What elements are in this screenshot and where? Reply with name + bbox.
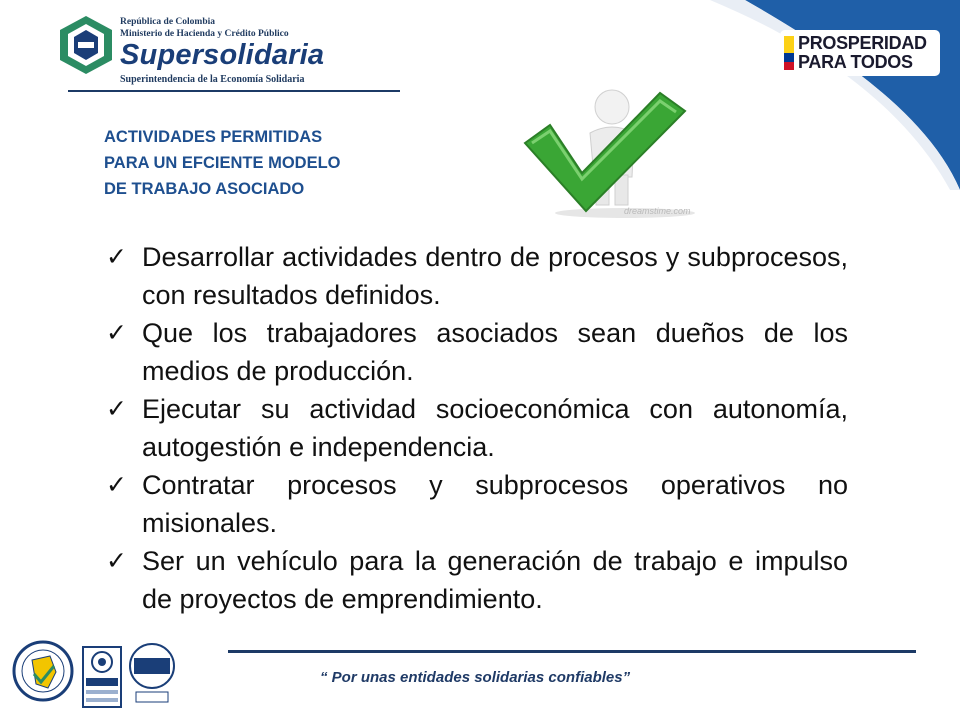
list-item-text: Contratar procesos y subprocesos operativos no misionales.: [142, 470, 848, 538]
icontec-certification-icon: [80, 644, 124, 710]
list-item: [106, 390, 848, 466]
logo-ministry-text: Ministerio de Hacienda y Crédito Público: [120, 29, 289, 39]
title-line1: ACTIVIDADES PERMITIDAS: [104, 128, 323, 146]
checkmark-icon: ✓: [106, 546, 127, 575]
list-item-text: Que los trabajadores asociados sean dueños de los medios de producción.: [142, 318, 848, 386]
badge-line1: PROSPERIDAD: [798, 33, 927, 53]
list-item: [106, 542, 848, 618]
logo-republic-text: República de Colombia: [120, 17, 216, 27]
title-line3: DE TRABAJO ASOCIADO: [104, 180, 305, 198]
logo-brand-text: Supersolidaria: [120, 39, 325, 71]
quality-seal-icon: [10, 638, 76, 710]
header-divider: [68, 90, 400, 92]
checkmark-icon: ✓: [106, 318, 127, 347]
image-watermark: dreamstime.com: [624, 206, 691, 216]
checkmark-icon: ✓: [106, 470, 127, 499]
list-item: [106, 238, 848, 314]
checkmark-figure-illustration: [520, 85, 750, 220]
checkmark-icon: ✓: [106, 394, 127, 423]
colombia-flag-icon: [784, 36, 794, 70]
checkmark-icon: ✓: [106, 242, 127, 271]
list-item: [106, 466, 848, 542]
slide-title: [104, 124, 341, 202]
list-item-text: Ejecutar su actividad socioeconómica con autonomía, autogestión e independencia.: [142, 394, 848, 462]
list-item-text: Ser un vehículo para la generación de trabajo e impulso de proyectos de emprendimiento.: [142, 546, 848, 614]
list-item: [106, 314, 848, 390]
title-line2: PARA UN EFCIENTE MODELO: [104, 154, 341, 172]
supersolidaria-logo: [58, 12, 358, 92]
list-item-text: Desarrollar actividades dentro de procesos y subprocesos, con resultados definidos.: [142, 242, 848, 310]
activities-list: [106, 238, 848, 618]
badge-line2: PARA TODOS: [798, 52, 913, 72]
footer-divider: [228, 650, 916, 653]
supersolidaria-emblem-icon: [58, 14, 114, 78]
iqnet-certification-icon: [126, 640, 178, 710]
footer-slogan: “ Por unas entidades solidarias confiables”: [320, 669, 631, 686]
prosperidad-badge: [780, 30, 940, 76]
logo-subtitle-text: Superintendencia de la Economía Solidaria: [120, 74, 305, 85]
